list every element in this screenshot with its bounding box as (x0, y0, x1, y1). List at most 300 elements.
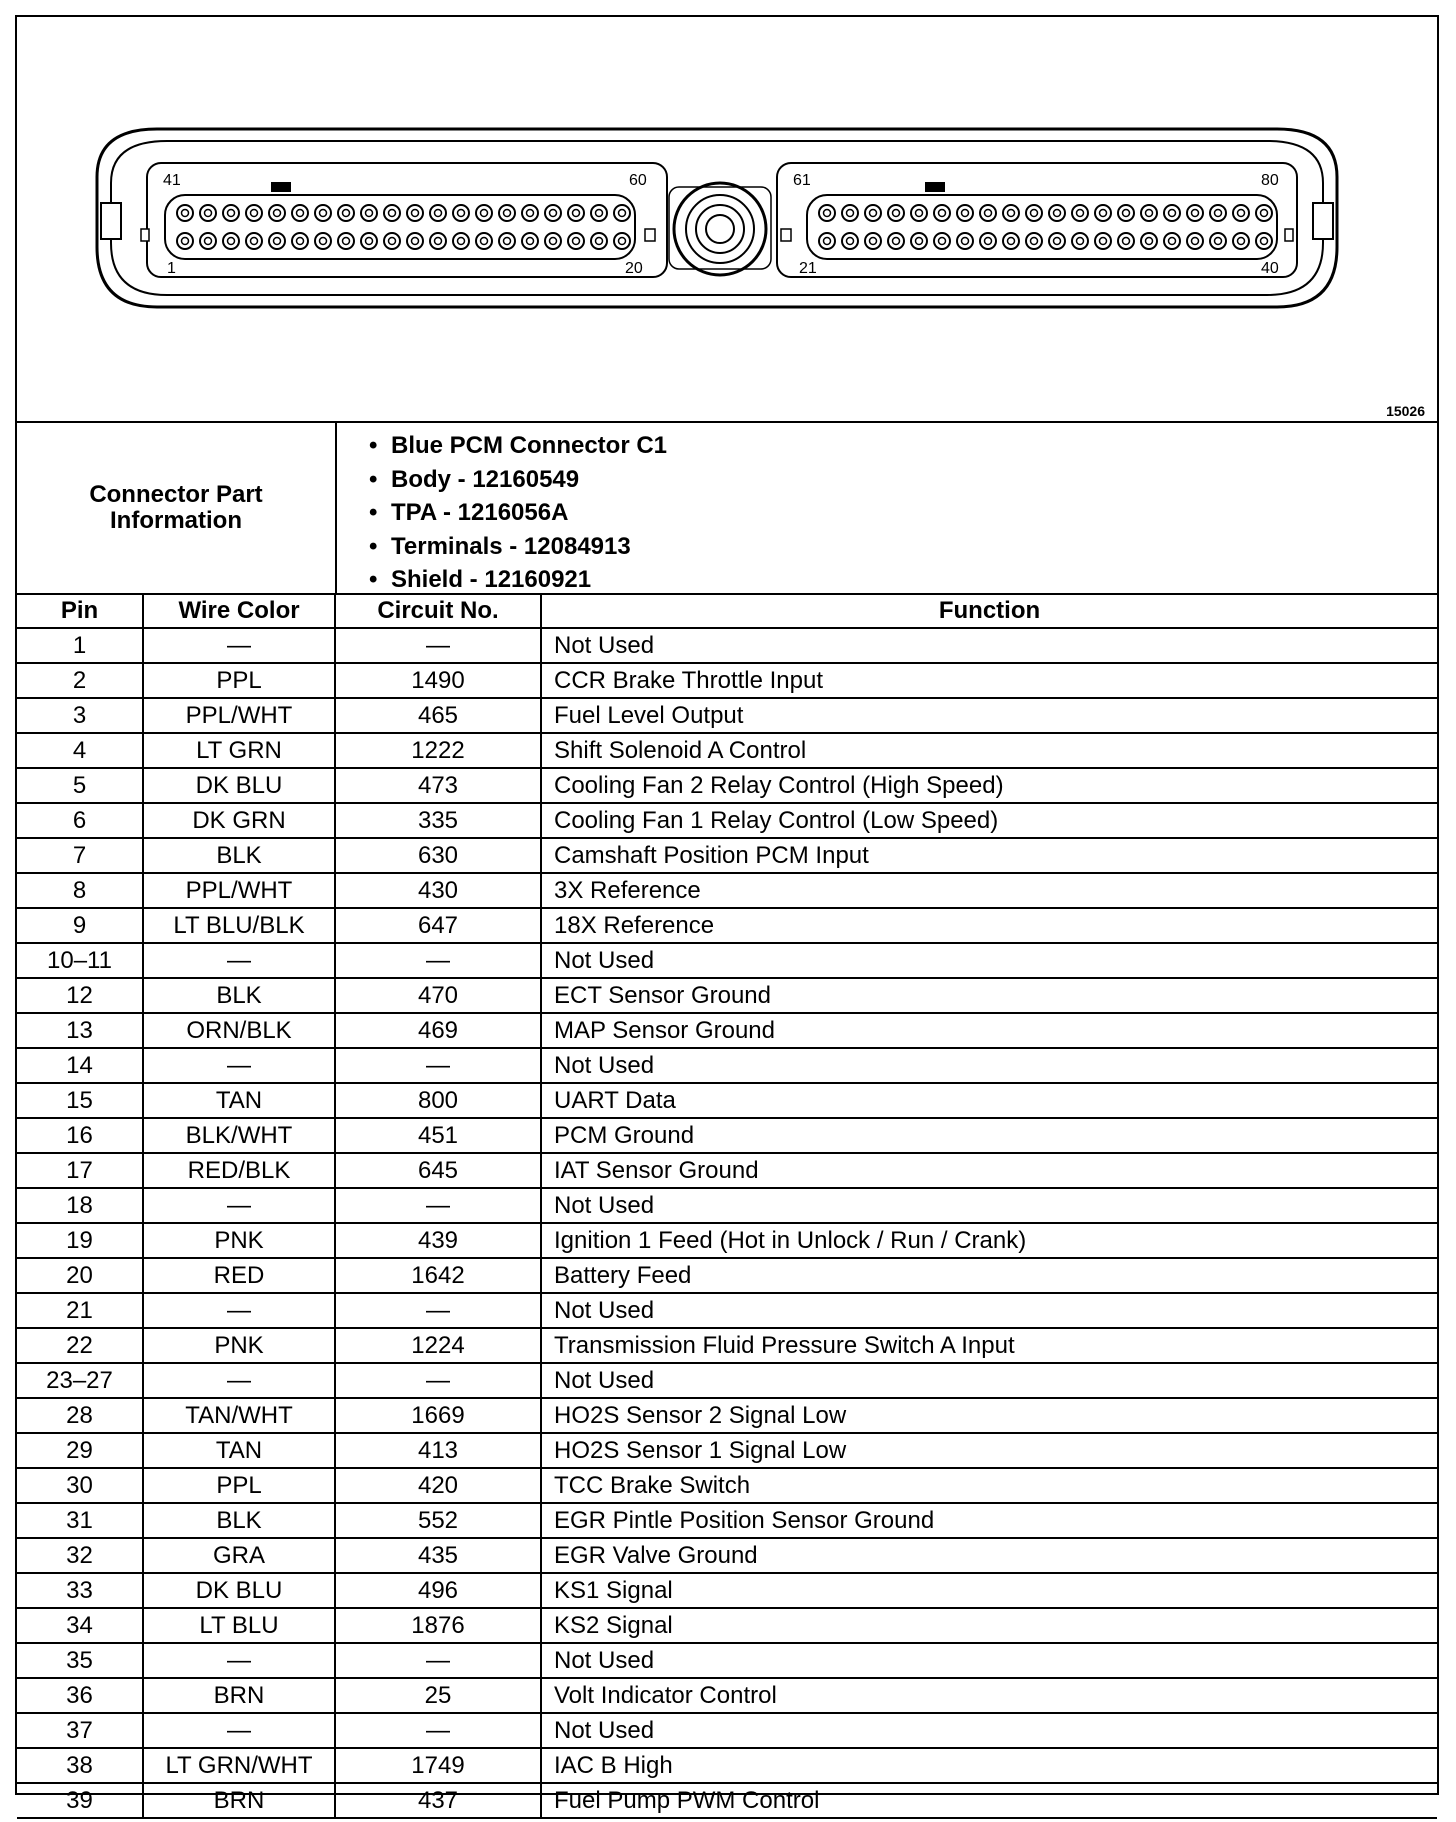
cell-circuit: 645 (335, 1153, 541, 1188)
cell-function: Not Used (541, 628, 1437, 663)
cell-wire-color: DK BLU (143, 1573, 335, 1608)
cell-circuit: 800 (335, 1083, 541, 1118)
cell-circuit: — (335, 1713, 541, 1748)
cell-pin: 37 (17, 1713, 143, 1748)
pin-hole (200, 205, 216, 221)
pin-hole (865, 205, 881, 221)
table-row (17, 733, 1437, 768)
pin-hole (591, 205, 607, 221)
info-item: • Body - 12160549 (369, 463, 667, 497)
cell-function: Fuel Level Output (541, 698, 1437, 733)
cell-function: HO2S Sensor 1 Signal Low (541, 1433, 1437, 1468)
pin-hole (1003, 205, 1019, 221)
cell-wire-color: — (143, 1363, 335, 1398)
pin-hole (384, 233, 400, 249)
cell-circuit: 647 (335, 908, 541, 943)
cell-function: Not Used (541, 1293, 1437, 1328)
cell-function: IAC B High (541, 1748, 1437, 1783)
table-row (17, 1678, 1437, 1713)
cell-wire-color: PNK (143, 1328, 335, 1363)
cell-wire-color: PPL (143, 1468, 335, 1503)
pin-hole-center (297, 238, 304, 245)
pin-hole-center (527, 238, 534, 245)
pin-hole-center (962, 238, 969, 245)
pin-hole-center (481, 238, 488, 245)
pin-hole-center (435, 210, 442, 217)
pin-hole-center (962, 210, 969, 217)
pin-hole-center (343, 238, 350, 245)
pin-hole-center (343, 210, 350, 217)
cell-wire-color: RED/BLK (143, 1153, 335, 1188)
pin-hole (407, 205, 423, 221)
pin-hole (1095, 233, 1111, 249)
pin-hole (545, 233, 561, 249)
pin-hole-center (412, 210, 419, 217)
pin-hole (361, 205, 377, 221)
jack-screw (674, 183, 766, 275)
pin-hole-center (504, 238, 511, 245)
cell-circuit: 1669 (335, 1398, 541, 1433)
cell-circuit: 473 (335, 768, 541, 803)
cell-pin: 28 (17, 1398, 143, 1433)
left-latch (101, 203, 121, 239)
cell-pin: 36 (17, 1678, 143, 1713)
cell-circuit: 435 (335, 1538, 541, 1573)
cell-function: TCC Brake Switch (541, 1468, 1437, 1503)
pin-hole (315, 205, 331, 221)
pin-hole (819, 205, 835, 221)
pin-hole-center (389, 210, 396, 217)
pin-hole-center (824, 238, 831, 245)
table-row (17, 1468, 1437, 1503)
pin-hole (545, 205, 561, 221)
cell-circuit: 1749 (335, 1748, 541, 1783)
pin-hole-center (205, 238, 212, 245)
cell-circuit: — (335, 1363, 541, 1398)
pin-hole (1210, 205, 1226, 221)
cell-function: Transmission Fluid Pressure Switch A Input (541, 1328, 1437, 1363)
pin-hole (980, 233, 996, 249)
cell-pin: 15 (17, 1083, 143, 1118)
pin-hole-center (847, 210, 854, 217)
cell-pin: 22 (17, 1328, 143, 1363)
cell-pin: 8 (17, 873, 143, 908)
pin-hole-center (870, 210, 877, 217)
connector-sheet (15, 15, 1439, 1814)
cell-wire-color: BLK (143, 1503, 335, 1538)
cell-circuit: — (335, 1293, 541, 1328)
pin-hole-center (1169, 210, 1176, 217)
pin-hole (407, 233, 423, 249)
table-row (17, 1538, 1437, 1573)
pin-hole (1026, 233, 1042, 249)
pin-label-20: 20 (625, 260, 643, 277)
cell-wire-color: LT BLU/BLK (143, 908, 335, 943)
table-row (17, 978, 1437, 1013)
cell-function: IAT Sensor Ground (541, 1153, 1437, 1188)
pin-hole-center (824, 210, 831, 217)
pin-hole-center (1031, 210, 1038, 217)
pin-hole-center (1192, 210, 1199, 217)
table-row (17, 803, 1437, 838)
cell-pin: 17 (17, 1153, 143, 1188)
cell-circuit: — (335, 1048, 541, 1083)
pin-hole-center (458, 210, 465, 217)
pin-hole-center (366, 210, 373, 217)
pin-hole-center (596, 210, 603, 217)
table-row (17, 1048, 1437, 1083)
pin-label-41: 41 (163, 172, 181, 189)
left-key-tab (271, 182, 291, 192)
header-wire-color: Wire Color (143, 595, 335, 628)
pin-hole-center (985, 238, 992, 245)
cell-circuit: 1876 (335, 1608, 541, 1643)
pin-hole-center (1215, 238, 1222, 245)
pin-hole (934, 205, 950, 221)
cell-function: EGR Valve Ground (541, 1538, 1437, 1573)
pin-hole-center (1077, 238, 1084, 245)
pin-hole (1049, 205, 1065, 221)
pin-hole-center (550, 210, 557, 217)
cell-function: UART Data (541, 1083, 1437, 1118)
cell-circuit: 630 (335, 838, 541, 873)
cell-pin: 12 (17, 978, 143, 1013)
cell-circuit: 335 (335, 803, 541, 838)
pin-hole (614, 205, 630, 221)
cell-function: Camshaft Position PCM Input (541, 838, 1437, 873)
pin-hole (338, 233, 354, 249)
cell-pin: 6 (17, 803, 143, 838)
cell-function: Not Used (541, 1643, 1437, 1678)
cell-circuit: 413 (335, 1433, 541, 1468)
cell-wire-color: TAN (143, 1433, 335, 1468)
pin-hole-center (389, 238, 396, 245)
pin-hole-center (320, 238, 327, 245)
cell-circuit: 1490 (335, 663, 541, 698)
pin-hole-center (504, 210, 511, 217)
pin-hole-center (1215, 210, 1222, 217)
cell-circuit: 451 (335, 1118, 541, 1153)
cell-wire-color: — (143, 1643, 335, 1678)
pin-hole-center (182, 210, 189, 217)
table-row (17, 838, 1437, 873)
pin-hole (1118, 233, 1134, 249)
pin-hole (842, 205, 858, 221)
cell-circuit: 25 (335, 1678, 541, 1713)
table-header-row (17, 595, 1437, 628)
cell-circuit: 437 (335, 1783, 541, 1818)
table-row (17, 1328, 1437, 1363)
pin-hole (269, 205, 285, 221)
table-row (17, 1118, 1437, 1153)
cell-function: Not Used (541, 1188, 1437, 1223)
pin-hole-center (1169, 238, 1176, 245)
table-row (17, 1083, 1437, 1118)
pin-hole-center (1146, 210, 1153, 217)
pin-hole-center (1238, 210, 1245, 217)
table-row (17, 1363, 1437, 1398)
left-pin-cavity (165, 195, 635, 259)
pin-hole-center (320, 210, 327, 217)
cell-function: Cooling Fan 2 Relay Control (High Speed) (541, 768, 1437, 803)
cell-wire-color: LT BLU (143, 1608, 335, 1643)
pin-hole-center (573, 238, 580, 245)
cell-wire-color: — (143, 943, 335, 978)
cell-pin: 13 (17, 1013, 143, 1048)
cell-circuit: — (335, 628, 541, 663)
cell-wire-color: — (143, 628, 335, 663)
pin-hole-center (916, 238, 923, 245)
pin-hole (1256, 205, 1272, 221)
cell-circuit: 430 (335, 873, 541, 908)
pin-hole-center (916, 210, 923, 217)
cell-function: Volt Indicator Control (541, 1678, 1437, 1713)
pin-hole (934, 233, 950, 249)
pin-hole-center (550, 238, 557, 245)
cell-circuit: 465 (335, 698, 541, 733)
pin-hole (1210, 233, 1226, 249)
cell-function: EGR Pintle Position Sensor Ground (541, 1503, 1437, 1538)
pin-hole (1233, 205, 1249, 221)
pin-hole (568, 233, 584, 249)
pin-hole (1164, 205, 1180, 221)
pin-hole (453, 233, 469, 249)
cell-function: CCR Brake Throttle Input (541, 663, 1437, 698)
cell-pin: 20 (17, 1258, 143, 1293)
pin-hole (361, 233, 377, 249)
info-label: Connector Part Information (89, 481, 263, 534)
pin-hole (522, 205, 538, 221)
cell-pin: 16 (17, 1118, 143, 1153)
cell-function: Shift Solenoid A Control (541, 733, 1437, 768)
pin-label-61: 61 (793, 172, 811, 189)
pin-hole (980, 205, 996, 221)
cell-circuit: 1222 (335, 733, 541, 768)
table-row (17, 768, 1437, 803)
pin-hole-center (1054, 210, 1061, 217)
pin-hole-center (870, 238, 877, 245)
pin-hole-center (847, 238, 854, 245)
pin-hole (315, 233, 331, 249)
pinout-table (17, 595, 1437, 1819)
pin-hole-center (412, 238, 419, 245)
cell-circuit: 470 (335, 978, 541, 1013)
pin-hole-center (1031, 238, 1038, 245)
pin-hole-center (939, 210, 946, 217)
cell-wire-color: — (143, 1293, 335, 1328)
pin-hole-center (205, 210, 212, 217)
pin-hole (1072, 205, 1088, 221)
cell-pin: 19 (17, 1223, 143, 1258)
pin-hole (957, 205, 973, 221)
cell-pin: 23–27 (17, 1363, 143, 1398)
cell-circuit: 420 (335, 1468, 541, 1503)
pin-hole (200, 233, 216, 249)
cell-wire-color: PPL (143, 663, 335, 698)
connector-diagram (17, 17, 1437, 423)
pin-hole (338, 205, 354, 221)
pin-hole (819, 233, 835, 249)
table-row (17, 1713, 1437, 1748)
cell-function: 18X Reference (541, 908, 1437, 943)
cell-wire-color: DK BLU (143, 768, 335, 803)
pin-hole-center (297, 210, 304, 217)
table-row (17, 1573, 1437, 1608)
cell-pin: 2 (17, 663, 143, 698)
pin-hole (888, 205, 904, 221)
cell-circuit: 552 (335, 1503, 541, 1538)
pin-hole (1141, 233, 1157, 249)
header-circuit: Circuit No. (335, 595, 541, 628)
right-key-tab (925, 182, 945, 192)
connector-part-information (17, 423, 1437, 595)
cell-wire-color: BRN (143, 1783, 335, 1818)
table-row (17, 1503, 1437, 1538)
pin-hole-center (1054, 238, 1061, 245)
connector-face-drawing (17, 17, 1437, 423)
pin-hole (1095, 205, 1111, 221)
table-row (17, 943, 1437, 978)
cell-pin: 10–11 (17, 943, 143, 978)
cell-wire-color: PPL/WHT (143, 873, 335, 908)
info-label-cell (17, 423, 337, 593)
cell-pin: 34 (17, 1608, 143, 1643)
pin-hole (1256, 233, 1272, 249)
cell-function: Not Used (541, 1048, 1437, 1083)
cell-wire-color: BLK/WHT (143, 1118, 335, 1153)
pin-hole-center (596, 238, 603, 245)
pin-hole (246, 205, 262, 221)
cell-circuit: 439 (335, 1223, 541, 1258)
pin-hole (1072, 233, 1088, 249)
pin-hole (430, 233, 446, 249)
figure-number: 15026 (1386, 403, 1425, 419)
pin-hole-center (251, 238, 258, 245)
cell-pin: 3 (17, 698, 143, 733)
table-row (17, 698, 1437, 733)
pin-hole (865, 233, 881, 249)
pin-hole-center (251, 210, 258, 217)
pin-hole-center (1146, 238, 1153, 245)
pin-hole (476, 205, 492, 221)
cell-pin: 33 (17, 1573, 143, 1608)
cell-function: Not Used (541, 943, 1437, 978)
pin-hole (591, 233, 607, 249)
cell-pin: 14 (17, 1048, 143, 1083)
pin-hole-center (274, 210, 281, 217)
table-row (17, 628, 1437, 663)
pin-label-1: 1 (167, 260, 176, 277)
cell-wire-color: LT GRN (143, 733, 335, 768)
pin-hole (1164, 233, 1180, 249)
pin-hole (911, 205, 927, 221)
cell-circuit: 496 (335, 1573, 541, 1608)
cell-function: Cooling Fan 1 Relay Control (Low Speed) (541, 803, 1437, 838)
header-function: Function (541, 595, 1437, 628)
cell-function: MAP Sensor Ground (541, 1013, 1437, 1048)
cell-function: Battery Feed (541, 1258, 1437, 1293)
pin-hole (1187, 233, 1203, 249)
pin-hole (1049, 233, 1065, 249)
right-latch (1313, 203, 1333, 239)
cell-function: KS2 Signal (541, 1608, 1437, 1643)
pin-hole (1233, 233, 1249, 249)
pin-hole (430, 205, 446, 221)
cell-wire-color: ORN/BLK (143, 1013, 335, 1048)
table-body (17, 628, 1437, 1818)
pin-hole-center (985, 210, 992, 217)
cell-function: Not Used (541, 1363, 1437, 1398)
cell-pin: 39 (17, 1783, 143, 1818)
table-row (17, 1783, 1437, 1818)
pin-hole-center (274, 238, 281, 245)
pin-hole (499, 233, 515, 249)
table-row (17, 1153, 1437, 1188)
table-row (17, 1223, 1437, 1258)
pin-hole (522, 233, 538, 249)
pin-hole-center (1008, 238, 1015, 245)
cell-wire-color: RED (143, 1258, 335, 1293)
connector-info-list (369, 429, 667, 597)
header-pin: Pin (17, 595, 143, 628)
table-row (17, 1293, 1437, 1328)
table-row (17, 1398, 1437, 1433)
pin-hole (177, 205, 193, 221)
pin-hole-center (939, 238, 946, 245)
cell-wire-color: PPL/WHT (143, 698, 335, 733)
cell-pin: 4 (17, 733, 143, 768)
pin-hole (292, 233, 308, 249)
pin-hole-center (1238, 238, 1245, 245)
cell-circuit: — (335, 1643, 541, 1678)
pin-hole-center (1261, 238, 1268, 245)
cell-pin: 5 (17, 768, 143, 803)
table-row (17, 1258, 1437, 1293)
pin-hole-center (1123, 210, 1130, 217)
table-row (17, 1643, 1437, 1678)
info-item: • TPA - 1216056A (369, 496, 667, 530)
table-row (17, 908, 1437, 943)
cell-function: HO2S Sensor 2 Signal Low (541, 1398, 1437, 1433)
pin-hole-center (527, 210, 534, 217)
pin-hole-center (1100, 210, 1107, 217)
pin-hole (568, 205, 584, 221)
pin-hole (842, 233, 858, 249)
table-row (17, 1748, 1437, 1783)
pin-hole-center (1077, 210, 1084, 217)
pin-hole-center (182, 238, 189, 245)
cell-pin: 9 (17, 908, 143, 943)
pin-hole-center (481, 210, 488, 217)
cell-pin: 21 (17, 1293, 143, 1328)
pin-label-60: 60 (629, 172, 647, 189)
pin-hole-center (458, 238, 465, 245)
table-row (17, 1188, 1437, 1223)
pin-hole (911, 233, 927, 249)
pin-hole (223, 205, 239, 221)
cell-function: KS1 Signal (541, 1573, 1437, 1608)
pin-hole (1187, 205, 1203, 221)
pin-hole-center (619, 210, 626, 217)
cell-wire-color: — (143, 1048, 335, 1083)
pin-hole (1026, 205, 1042, 221)
table-row (17, 1608, 1437, 1643)
info-item: • Blue PCM Connector C1 (369, 429, 667, 463)
cell-wire-color: DK GRN (143, 803, 335, 838)
pin-hole-center (1123, 238, 1130, 245)
cell-pin: 7 (17, 838, 143, 873)
pin-hole (269, 233, 285, 249)
